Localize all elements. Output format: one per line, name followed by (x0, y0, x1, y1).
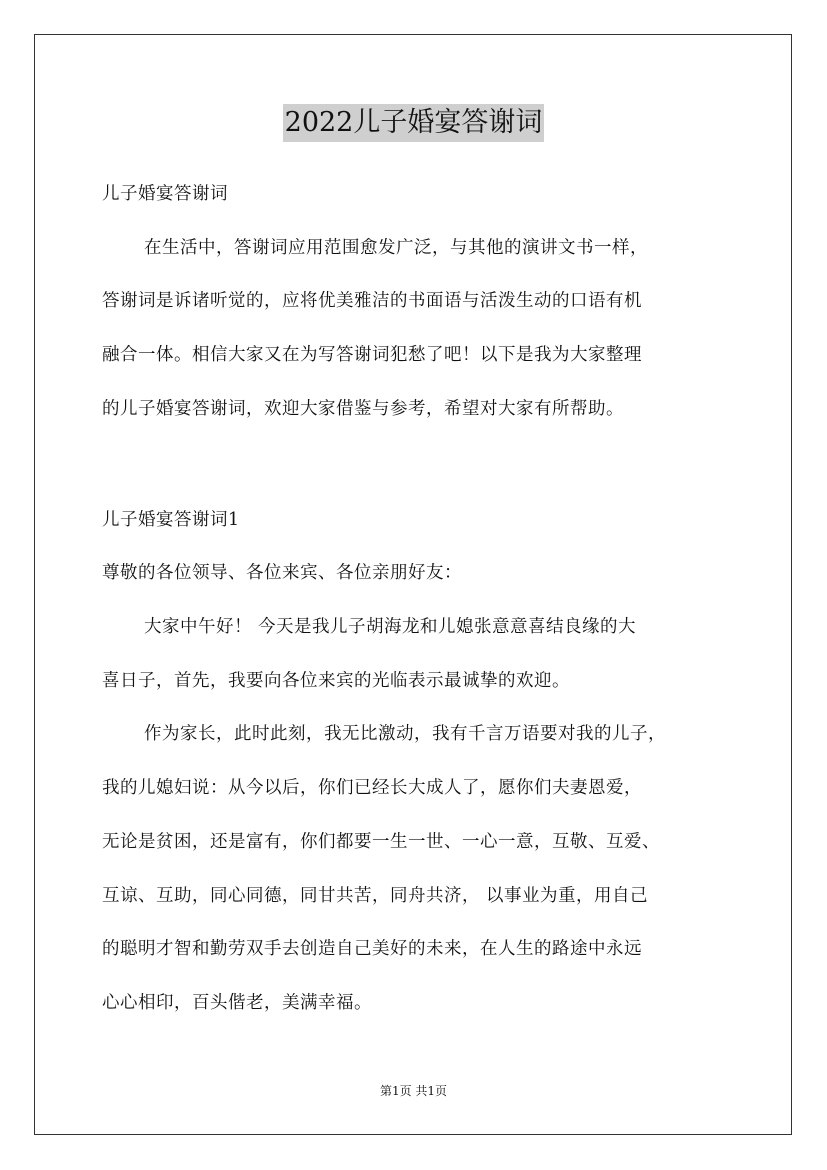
intro-line: 融合一体。相信大家又在为写答谢词犯愁了吧！以下是我为大家整理 (102, 345, 642, 365)
paragraph-line: 无论是贫困，还是富有，你们都要一生一世、一心一意，互敬、互爱、 (102, 832, 660, 852)
section-heading: 儿子婚宴答谢词1 (102, 510, 240, 530)
document-title: 2022儿子婚宴答谢词 (283, 104, 545, 142)
salutation: 尊敬的各位领导、各位来宾、各位亲朋好友： (102, 563, 462, 583)
intro-line: 的儿子婚宴答谢词，欢迎大家借鉴与参考，希望对大家有所帮助。 (102, 399, 624, 419)
paragraph-line: 我的儿媳妇说：从今以后，你们已经长大成人了，愿你们夫妻恩爱， (102, 778, 642, 798)
paragraph-line: 大家中午好！ 今天是我儿子胡海龙和儿媳张意意喜结良缘的大 (144, 617, 637, 637)
title-container (0, 104, 827, 142)
page-footer: 第1页 共1页 (379, 1084, 448, 1098)
paragraph-line: 喜日子，首先，我要向各位来宾的光临表示最诚挚的欢迎。 (102, 671, 570, 691)
paragraph-line: 作为家长，此时此刻，我无比激动，我有千言万语要对我的儿子， (144, 724, 666, 744)
intro-line: 在生活中，答谢词应用范围愈发广泛，与其他的演讲文书一样， (144, 238, 648, 258)
subtitle: 儿子婚宴答谢词 (102, 184, 228, 204)
paragraph-line: 心心相印，百头偕老，美满幸福。 (102, 993, 372, 1013)
paragraph-line: 的聪明才智和勤劳双手去创造自己美好的未来，在人生的路途中永远 (102, 939, 642, 959)
intro-line: 答谢词是诉诸听觉的，应将优美雅洁的书面语与活泼生动的口语有机 (102, 291, 642, 311)
paragraph-line: 互谅、互助，同心同德，同甘共苦，同舟共济， 以事业为重，用自己 (102, 886, 649, 906)
